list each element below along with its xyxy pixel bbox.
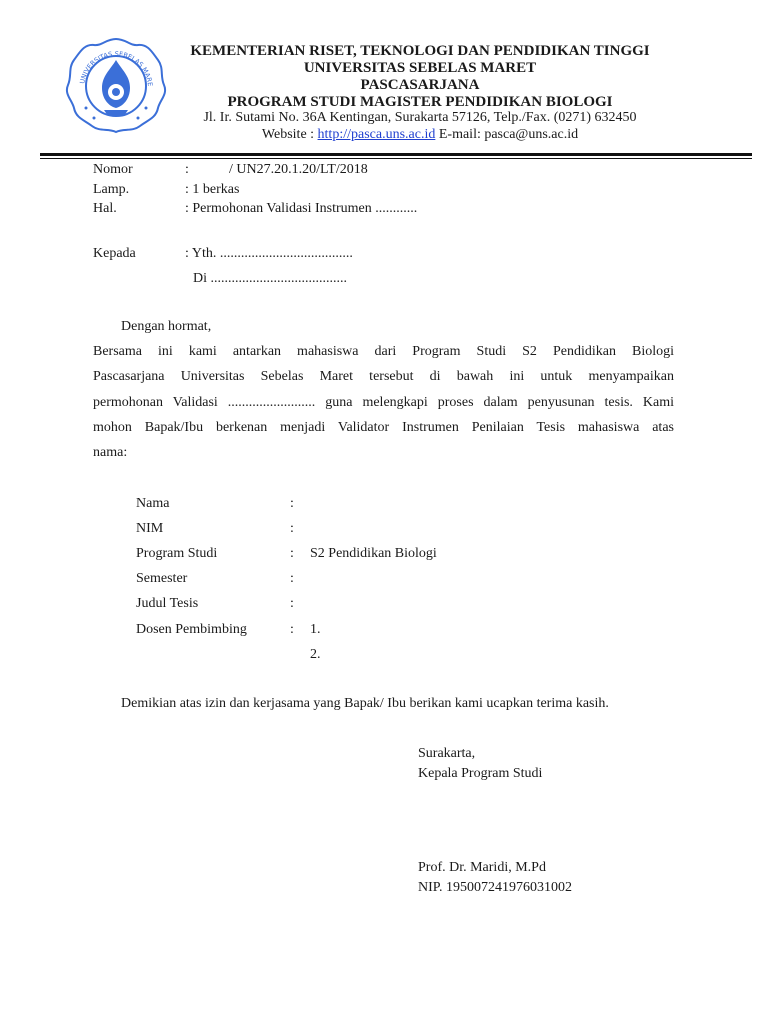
header-divider-thin <box>40 158 752 159</box>
email-text: E-mail: pasca@uns.ac.id <box>438 127 579 142</box>
di-line: Di ....................................... <box>193 271 347 286</box>
body-line-1: Bersama ini kami antarkan mahasiswa dari Program Studi S2 Pendidikan Biologi <box>93 344 674 359</box>
yth-line: : Yth. ...................................... <box>185 246 353 261</box>
field-nim-label: NIM <box>136 521 164 536</box>
field-judul-sep: : <box>290 596 294 611</box>
header-program: PROGRAM STUDI MAGISTER PENDIDIKAN BIOLOGI <box>227 94 613 110</box>
field-nama-sep: : <box>290 496 294 511</box>
nomor-value: / UN27.20.1.20/LT/2018 <box>229 162 368 177</box>
closing-sentence: Demikian atas izin dan kerjasama yang Bapak/ Ibu berikan kami ucapkan terima kasih. <box>121 696 609 711</box>
website-link[interactable]: http://pasca.uns.ac.id <box>317 127 436 142</box>
field-nim-sep: : <box>290 521 294 536</box>
field-semester-sep: : <box>290 571 294 586</box>
greeting: Dengan hormat, <box>121 319 212 334</box>
header-pascasarjana: PASCASARJANA <box>360 77 480 93</box>
header-address: Jl. Ir. Sutami No. 36A Kentingan, Surakarta 57126, Telp./Fax. (0271) 632450 <box>203 110 637 125</box>
field-dosen-sep: : <box>290 622 294 637</box>
kepada-label: Kepada <box>93 246 136 261</box>
field-nama-label: Nama <box>136 496 170 511</box>
field-semester-label: Semester <box>136 571 188 586</box>
header-divider-thick <box>40 153 752 156</box>
body-line-5: nama: <box>93 445 128 460</box>
logo-lettering: UNIVERSITAS SEBELAS MARE <box>78 49 154 87</box>
field-prodi-label: Program Studi <box>136 546 218 561</box>
field-dosen-label: Dosen Pembimbing <box>136 622 247 637</box>
nomor-separator: : <box>185 162 189 177</box>
nomor-label: Nomor <box>93 162 133 177</box>
body-line-3: permohonan Validasi ......................... guna melengkapi proses dalam penyusunan tesis. Kami <box>93 395 674 410</box>
signature-name: Prof. Dr. Maridi, M.Pd <box>418 860 546 875</box>
field-judul-label: Judul Tesis <box>136 596 199 611</box>
lamp-value: : 1 berkas <box>185 182 240 197</box>
field-dosen-value-1: 1. <box>310 622 321 637</box>
header-university: UNIVERSITAS SEBELAS MARET <box>303 60 537 76</box>
lamp-label: Lamp. <box>93 182 130 197</box>
field-prodi-value: S2 Pendidikan Biologi <box>310 546 437 561</box>
hal-label: Hal. <box>93 201 117 216</box>
signature-nip: NIP. 195007241976031002 <box>418 880 573 895</box>
website-label: Website : <box>261 127 315 142</box>
signature-title: Kepala Program Studi <box>418 766 543 781</box>
signature-place: Surakarta, <box>418 746 476 761</box>
hal-value: : Permohonan Validasi Instrumen ............ <box>185 201 418 216</box>
field-dosen-value-2: 2. <box>310 647 321 662</box>
body-line-4: mohon Bapak/Ibu berkenan menjadi Validator Instrumen Penilaian Tesis mahasiswa atas <box>93 420 674 435</box>
header-ministry: KEMENTERIAN RISET, TEKNOLOGI DAN PENDIDIKAN TINGGI <box>190 43 650 59</box>
body-line-2: Pascasarjana Universitas Sebelas Maret tersebut di bawah ini untuk menyampaikan <box>93 369 674 384</box>
field-prodi-sep: : <box>290 546 294 561</box>
header-contact <box>100 127 740 143</box>
